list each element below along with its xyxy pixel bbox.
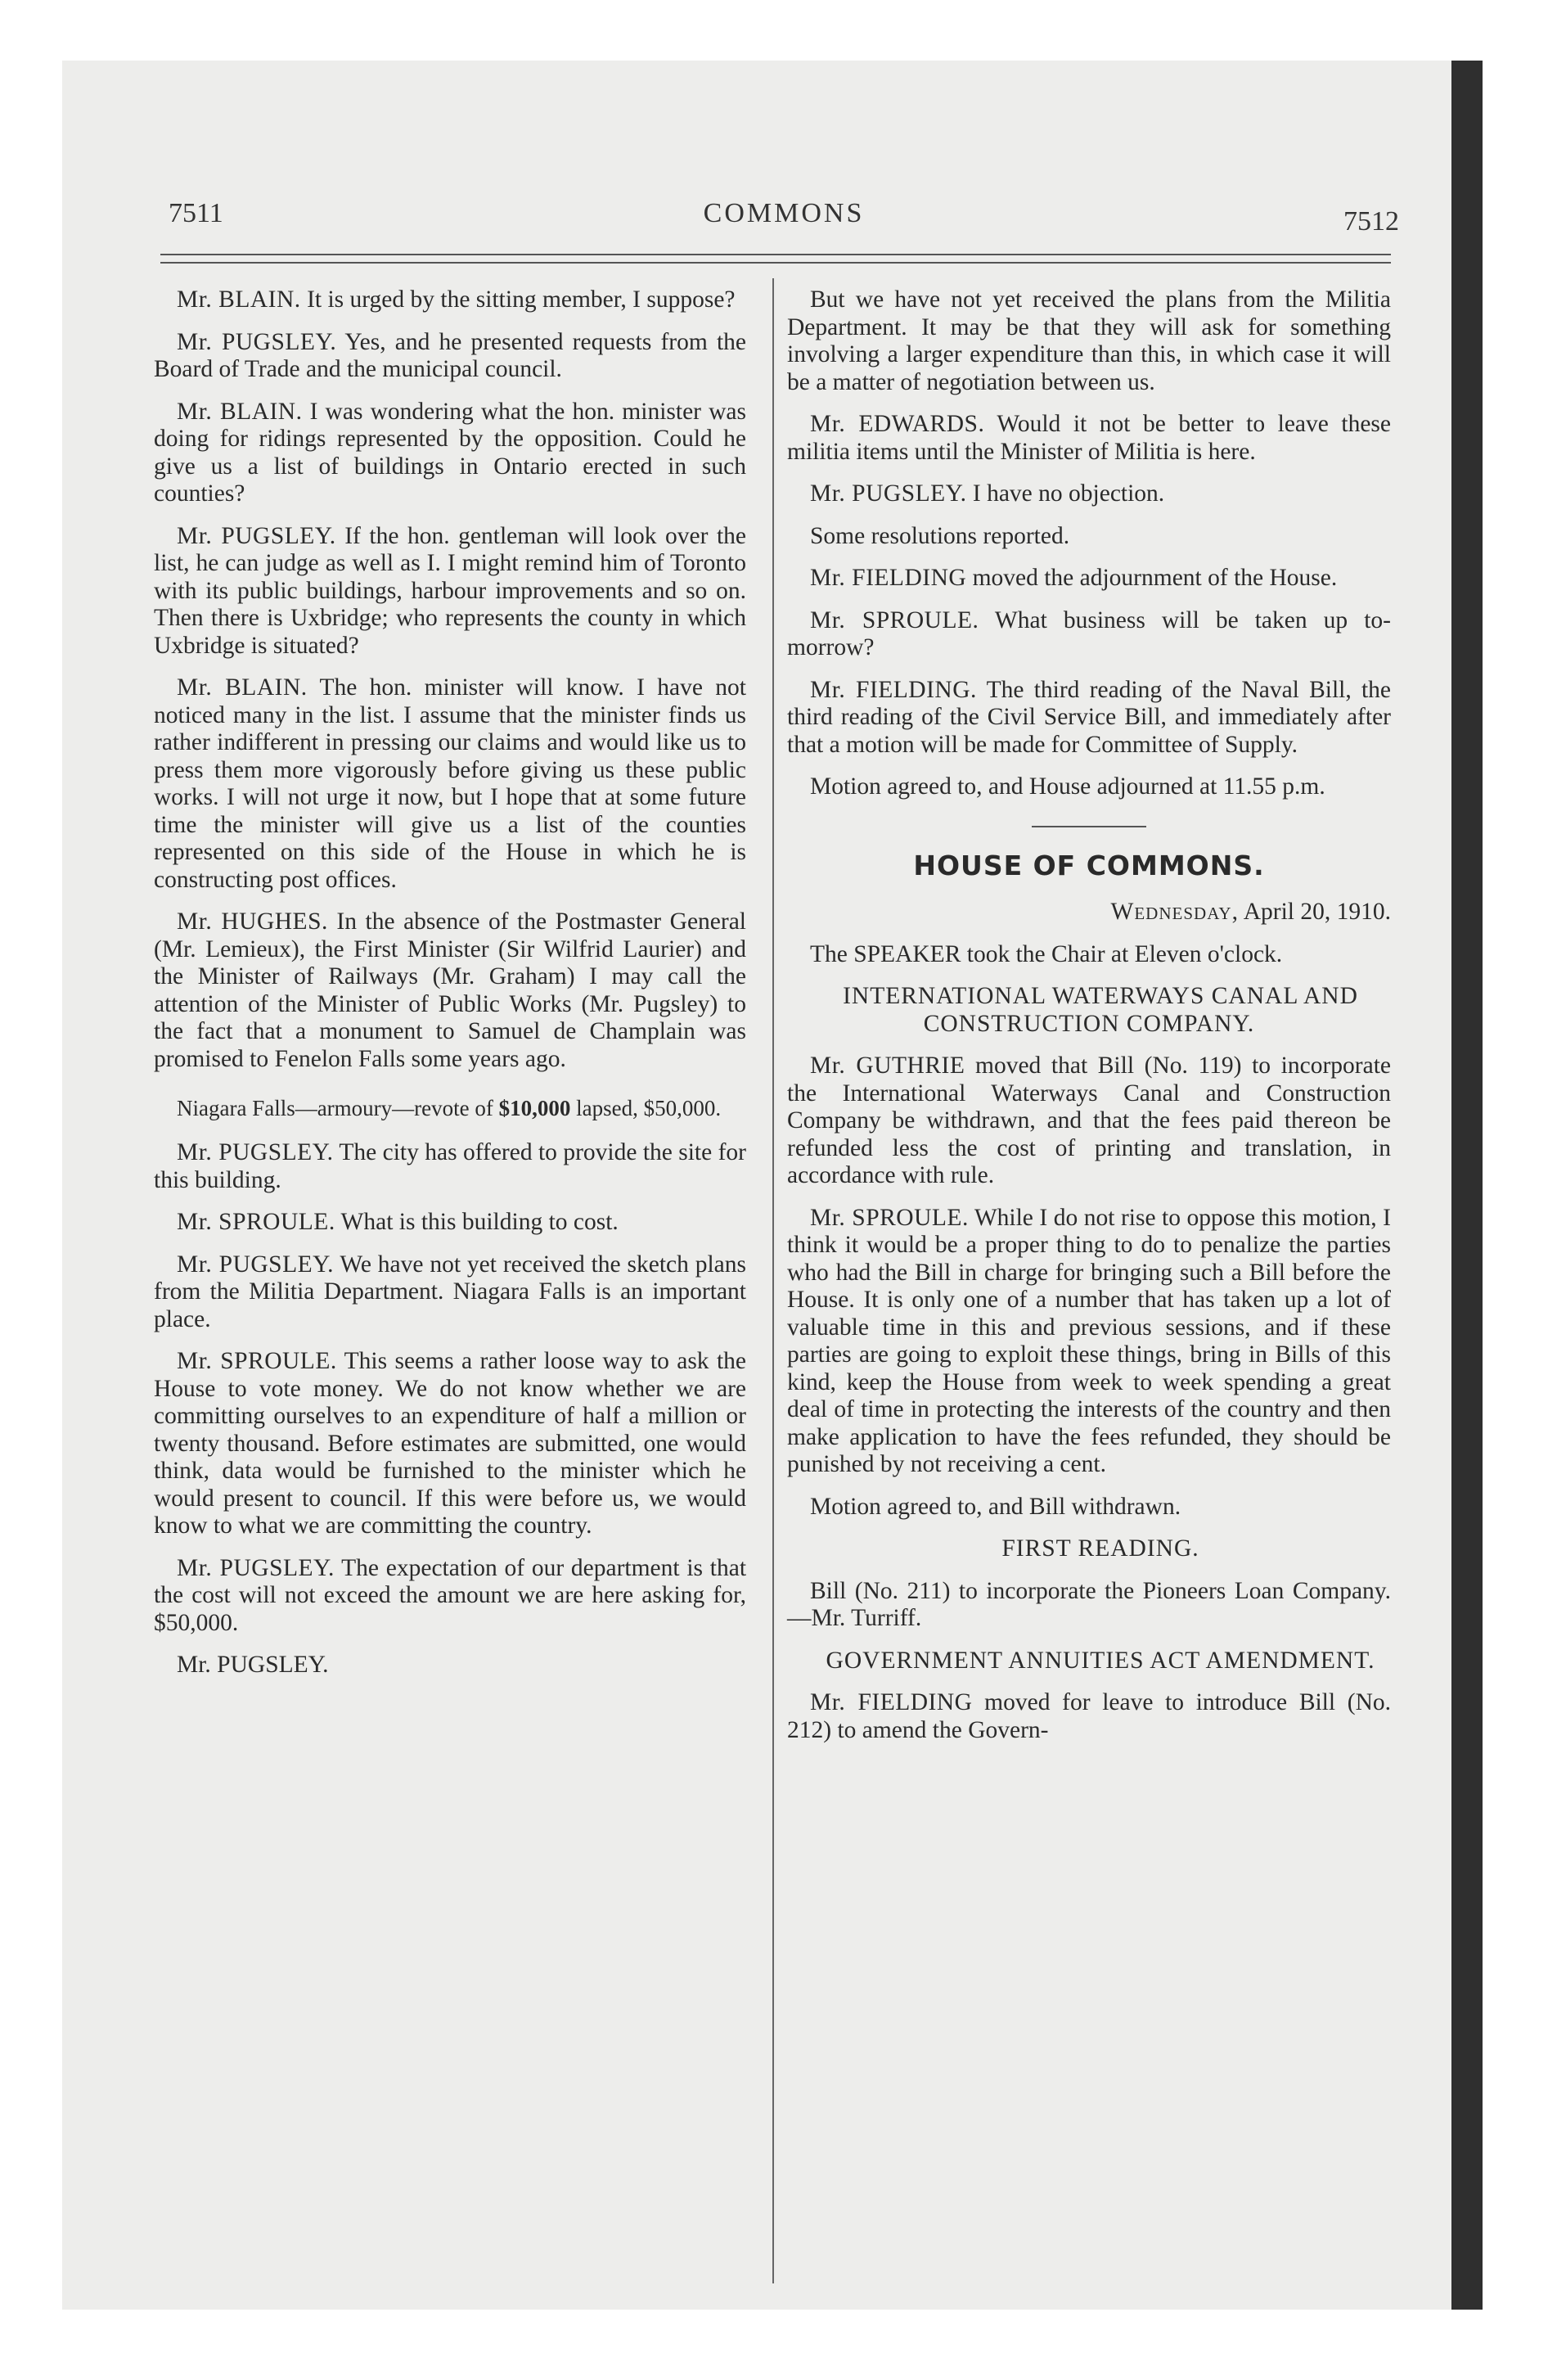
paragraph (787, 773, 1391, 801)
paragraph-text: It is urged by the sitting member, I suppose? (307, 286, 736, 313)
page-number-left: 7511 (169, 198, 223, 228)
paragraph-text: I have no objection. (972, 480, 1165, 507)
paragraph (787, 1494, 1391, 1521)
estimate-item (154, 1096, 746, 1121)
speaker-name: Mr. BLAIN. (177, 674, 308, 701)
paragraph-text: What business will be taken up to-morrow? (787, 606, 1391, 660)
left-column (154, 286, 746, 1679)
paragraph-text: Motion agreed to, and House adjourned at 11.55 p.m. (810, 773, 1325, 800)
paragraph (787, 607, 1391, 662)
paragraph-text: Bill (No. 211) to incorporate the Pioneers Loan Company.—Mr. Turriff. (787, 1577, 1391, 1631)
paragraph (154, 1555, 746, 1638)
paragraph-text: Motion agreed to, and Bill withdrawn. (810, 1493, 1181, 1520)
estimate-rest: lapsed, $50,000. (576, 1096, 722, 1120)
speaker-name: Mr. FIELDING. (810, 676, 977, 703)
speaker-name: Mr. SPROULE. (177, 1348, 337, 1374)
paragraph (154, 674, 746, 894)
paragraph (154, 908, 746, 1073)
section-title: HOUSE OF COMMONS. (913, 849, 1265, 881)
right-paragraphs-2 (787, 941, 1391, 969)
paragraph (154, 286, 746, 314)
speaker-name: Mr. BLAIN. (177, 398, 303, 425)
paragraph-text: I was wondering what the hon. minister was doing for ridings represented by the opposition. Could he give us a list of buildings in Ontario erected in such counties? (154, 398, 747, 507)
right-paragraphs-5 (787, 1689, 1391, 1744)
paragraph (787, 1578, 1391, 1633)
paragraph (787, 480, 1391, 508)
speaker-name: Mr. PUGSLEY. (177, 1554, 335, 1581)
paragraph-text: The expectation of our department is that the cost will not exceed the amount we are here asking for, $50,000. (154, 1554, 747, 1636)
paragraph (154, 1348, 746, 1540)
paragraph-text: This seems a rather loose way to ask the House to vote money. We do not know whether we are committing ourselves to an expenditure of half a million or twenty thousand. Before estimates are submitted, one would think, data would be furnished to the minister which he would present to council. If this were before us, we would know to what we are committing the country. (154, 1348, 746, 1539)
page-edge-shadow (1451, 61, 1483, 2310)
paragraph-text: Yes, and he presented requests from the Board of Trade and the municipal council. (154, 328, 746, 382)
paragraph-text: If the hon. gentleman will look over the list, he can judge as well as I. I might remind him of Toronto with its public buildings, harbour improvements and so on. Then there is Uxbridge; who represents the county in which Uxbridge is situated? (154, 522, 747, 659)
left-paragraphs (154, 286, 746, 1073)
speaker-name: Mr. PUGSLEY. (177, 1139, 334, 1165)
paragraph (154, 1251, 746, 1334)
date-day: Wednesday, (1110, 899, 1239, 925)
speaker-name: Mr. BLAIN. (177, 286, 301, 313)
paragraph (154, 523, 746, 660)
heading-first-reading: FIRST READING. (1001, 1535, 1199, 1562)
left-paragraphs-2 (154, 1139, 746, 1637)
paragraph-text: moved the adjournment of the House. (972, 565, 1338, 591)
heading-annuities: GOVERNMENT ANNUITIES ACT AMENDMENT. (826, 1647, 1375, 1674)
paragraph-text: In the absence of the Postmaster General (Mr. Lemieux), the First Minister (Sir Wilfrid Laurier) and the Minister of Railways (Mr. Graham) I may call the attention of the Minister of Public Works (Mr. Pugsley) to the fact that a monument to Samuel de Champlain was promised to Fenelon Falls some years ago. (154, 908, 747, 1072)
heading-waterways: INTERNATIONAL WATERWAYS CANAL AND CONSTRUCTION COMPANY. (843, 983, 1358, 1037)
paragraph-text: We have not yet received the sketch plans from the Militia Department. Niagara Falls is an important place. (154, 1251, 746, 1332)
paragraph-text: The SPEAKER took the Chair at Eleven o'clock. (810, 940, 1283, 967)
date-rest: April 20, 1910. (1243, 899, 1391, 925)
paragraph (787, 1689, 1391, 1744)
speaker-name: Mr. HUGHES. (177, 908, 328, 935)
paragraph (154, 1209, 746, 1237)
speaker-name: Mr. PUGSLEY. (177, 522, 336, 549)
speaker-name: Mr. SPROULE. (177, 1209, 335, 1235)
speaker-name: Mr. PUGSLEY. (177, 328, 337, 355)
paragraph-text: The third reading of the Naval Bill, the third reading of the Civil Service Bill, and immediately after that a motion will be made for Committee of Supply. (787, 676, 1392, 758)
paragraph-text: The hon. minister will know. I have not noticed many in the list. I assume that the minister finds us rather indifferent in pressing our claims and would like us to press them more vigorously before giving us these public works. I will not urge it now, but I hope that at some future time the minister will give us a list of the counties represented on this side of the House in which he is constructing post offices. (154, 674, 746, 893)
estimate-amount: $10,000 (498, 1096, 571, 1120)
header-rule-top (160, 254, 1391, 255)
paragraph (787, 677, 1391, 760)
paragraph (787, 565, 1391, 593)
section-rule (1032, 826, 1146, 827)
paragraph (787, 1053, 1391, 1190)
paragraph (154, 399, 746, 508)
paragraph (787, 941, 1391, 969)
trailing-speaker: Mr. PUGSLEY. (177, 1652, 329, 1678)
paragraph (787, 523, 1391, 551)
speaker-name: Mr. GUTHRIE (810, 1053, 965, 1079)
paragraph-text: Would it not be better to leave these militia items until the Minister of Militia is here. (787, 411, 1392, 465)
right-paragraphs (787, 286, 1391, 801)
right-column (771, 286, 1391, 1759)
paragraph (154, 1139, 746, 1194)
speaker-name: Mr. SPROULE. (810, 1204, 969, 1231)
running-title: COMMONS (703, 198, 865, 228)
header-rule-bottom (160, 262, 1391, 264)
page-number-right: 7512 (1343, 206, 1399, 237)
sitting-date (787, 899, 1391, 926)
speaker-name: Mr. SPROULE. (810, 606, 979, 633)
page-header (169, 190, 1399, 239)
paragraph-text: moved for leave to introduce Bill (No. 212) to amend the Govern- (787, 1689, 1392, 1743)
speaker-name: Mr. FIELDING (810, 565, 967, 591)
paragraph (154, 329, 746, 384)
speaker-name: Mr. PUGSLEY. (177, 1251, 335, 1278)
speaker-name: Mr. FIELDING (810, 1689, 973, 1715)
paragraph-text: While I do not rise to oppose this motion, I think it would be a proper thing to do to penalize the parties who had the Bill in charge for bringing such a Bill before the House. It is only one of a number that has taken up a lot of valuable time in this and previous sessions, and if these parties are going to exploit these things, bring in Bills of this kind, keep the House from week to week spending a great deal of time in protecting the interests of the country and then make application to have the fees refunded, they should be punished by not receiving a cent. (787, 1204, 1391, 1477)
paragraph-text: moved that Bill (No. 119) to incorporate the International Waterways Canal and Construction Company be withdrawn, and that the fees paid thereon be refunded less the cost of printing and translation, in accordance with rule. (787, 1053, 1391, 1188)
speaker-name: Mr. EDWARDS. (810, 411, 985, 437)
right-paragraphs-4 (787, 1578, 1391, 1633)
paragraph (787, 411, 1391, 466)
paragraph-text: But we have not yet received the plans from the Militia Department. It may be that they will ask for something involving a larger expenditure than this, in which case it will be a matter of negotiation between us. (787, 286, 1391, 395)
paragraph (787, 1205, 1391, 1479)
paragraph-text: The city has offered to provide the site for this building. (154, 1139, 747, 1193)
speaker-name: Mr. PUGSLEY. (810, 480, 967, 507)
estimate-label: Niagara Falls—armoury—revote of (177, 1096, 493, 1120)
paragraph-text: What is this building to cost. (340, 1209, 619, 1235)
paragraph-text: Some resolutions reported. (810, 522, 1070, 549)
paragraph (787, 286, 1391, 396)
right-paragraphs-3 (787, 1053, 1391, 1521)
